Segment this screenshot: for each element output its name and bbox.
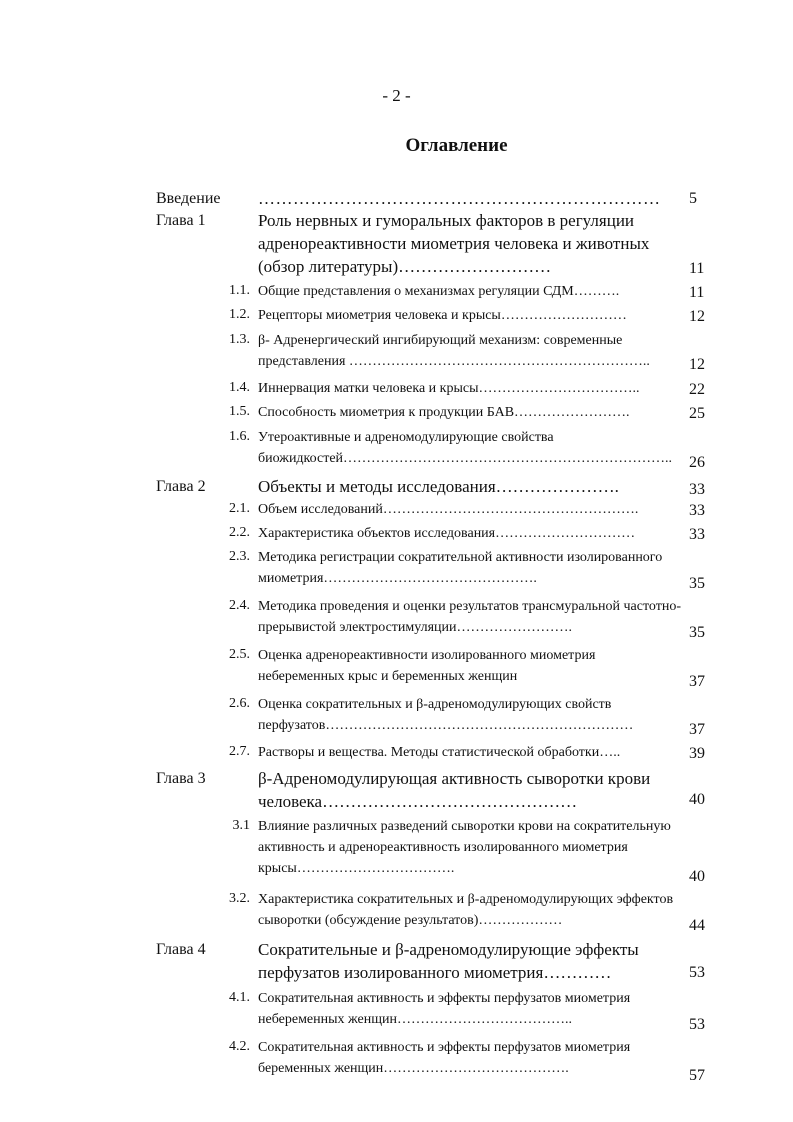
toc-entry-title: Сократительные и β-адреномодулирующие эффекты перфузатов изолированного миометрия………… [258, 940, 639, 982]
toc-entry-label: 1.6. [229, 429, 250, 444]
toc-entry-title: β-Адреномодулирующая активность сыворотки крови человека……………………………………… [258, 769, 651, 811]
toc-entry-page: 12 [689, 308, 705, 325]
toc-entry-page: 25 [689, 405, 705, 422]
toc-entry-label: 2.1. [229, 501, 250, 516]
toc-entry-page: 12 [689, 356, 705, 373]
toc-entry-label: 1.3. [229, 332, 250, 347]
toc-entry-title: β- Адренергический ингибирующий механизм: современные представления ……………………………………………………….. [258, 333, 650, 369]
toc-entry-page: 37 [689, 721, 705, 738]
toc-entry-label: 2.3. [229, 549, 250, 564]
toc-entry-section-1-4 [0, 378, 793, 399]
toc-entry-label: Глава 1 [156, 212, 206, 229]
toc-entry-page: 37 [689, 673, 705, 690]
toc-entry-title: Рецепторы миометрия человека и крысы……………………… [258, 308, 627, 323]
toc-entry-title: Сократительная активность и эффекты перфузатов миометрия беременных женщин…………………………………. [258, 1040, 631, 1076]
toc-entry-title: Характеристика объектов исследования………………………… [258, 526, 636, 541]
toc-entry-page: 33 [689, 502, 705, 519]
toc-entry-section-1-2 [0, 305, 793, 326]
toc-entry-title: Общие представления о механизмах регуляции СДМ………. [258, 284, 620, 299]
toc-entry-title: Роль нервных и гуморальных факторов в регуляции адренореактивности миометрия человека и животных (обзор литературы)……………………… [258, 211, 650, 276]
toc-entry-section-1-1 [0, 281, 793, 302]
toc-entry-title: Объекты и методы исследования…………………. [258, 477, 619, 496]
toc-entry-section-1-3 [0, 330, 793, 374]
toc-entry-chapter-3 [0, 767, 793, 813]
toc-entry-page: 53 [689, 1016, 705, 1033]
toc-entry-label: 3.2. [229, 891, 250, 906]
toc-entry-label: Глава 3 [156, 770, 206, 787]
toc-entry-title: Влияние различных разведений сыворотки крови на сократительную активность и адренореактивность изолированного миометрия крысы……………………………. [258, 819, 671, 876]
toc-entry-page: 11 [689, 260, 705, 277]
toc-entry-title: Способность миометрия к продукции БАВ……………………. [258, 405, 630, 420]
toc-entry-page: 57 [689, 1067, 705, 1084]
toc-entry-section-2-4 [0, 596, 793, 642]
toc-entry-introduction [0, 187, 793, 210]
toc-entry-title: Утероактивные и адреномодулирующие свойства биожидкостей…………………………………………………………….. [258, 430, 673, 466]
toc-entry-section-3-2 [0, 889, 793, 935]
toc-entry-section-2-1 [0, 499, 793, 520]
toc-entry-label: 3.1 [232, 818, 250, 833]
toc-entry-section-4-1 [0, 988, 793, 1034]
toc-entry-label: 4.1. [229, 990, 250, 1005]
toc-entry-label: 4.2. [229, 1039, 250, 1054]
toc-entry-label: 2.5. [229, 647, 250, 662]
toc-entry-page: 40 [689, 868, 705, 885]
toc-entry-section-1-5 [0, 402, 793, 423]
toc-entry-label: Глава 2 [156, 478, 206, 495]
toc-entry-label: 2.7. [229, 744, 250, 759]
toc-entry-label: Глава 4 [156, 941, 206, 958]
toc-entry-title: Оценка сократительных и β-адреномодулирующих свойств перфузатов………………………………………………………… [258, 697, 634, 733]
toc-entry-title: Методика регистрации сократительной активности изолированного миометрия………………………………………. [258, 550, 663, 586]
toc-entry-page: 40 [689, 791, 705, 808]
toc-entry-section-2-6 [0, 694, 793, 739]
toc-entry-page: 26 [689, 454, 705, 471]
toc-entry-title: Сократительная активность и эффекты перфузатов миометрия небеременных женщин……………………………….. [258, 991, 631, 1027]
toc-entry-page: 22 [689, 381, 705, 398]
page-number: - 2 - [382, 86, 411, 105]
toc-entry-section-2-7 [0, 742, 793, 763]
toc-entry-chapter-4 [0, 938, 793, 984]
toc-entry-page: 5 [689, 190, 697, 207]
toc-entry-title: Оценка адренореактивности изолированного миометрия небеременных крыс и беременных женщин [258, 648, 596, 684]
toc-entry-title: Иннервация матки человека и крысы…………………………….. [258, 381, 640, 396]
toc-entry-page: 39 [689, 745, 705, 762]
toc-entry-section-4-2 [0, 1037, 793, 1085]
toc-entry-page: 53 [689, 964, 705, 981]
toc-entry-section-2-2 [0, 523, 793, 544]
toc-entry-title: Растворы и вещества. Методы статистической обработки….. [258, 745, 621, 760]
toc-entry-page: 35 [689, 624, 705, 641]
toc-entry-page: 35 [689, 575, 705, 592]
toc-entry-page: 11 [689, 284, 705, 301]
toc-entry-label: 2.6. [229, 696, 250, 711]
toc-entry-label: 2.2. [229, 525, 250, 540]
toc-entry-page: 33 [689, 481, 705, 498]
toc-entry-title: …………………………………………………………… [258, 189, 661, 208]
toc-entry-label: 1.5. [229, 404, 250, 419]
toc-entry-section-2-3 [0, 547, 793, 593]
toc-entry-title: Объем исследований………………………………………………. [258, 502, 639, 517]
toc-entry-label: Введение [156, 190, 221, 207]
toc-entry-chapter-2 [0, 475, 793, 499]
page-title: Оглавление [405, 135, 508, 156]
toc-entry-section-1-6 [0, 427, 793, 472]
toc-entry-title: Характеристика сократительных и β-адреномодулирующих эффектов сыворотки (обсуждение результатов)……………… [258, 892, 674, 928]
toc-entry-page: 44 [689, 917, 705, 934]
toc-entry-label: 1.4. [229, 380, 250, 395]
toc-entry-chapter-1 [0, 209, 793, 278]
toc-entry-page: 33 [689, 526, 705, 543]
toc-entry-section-3-1 [0, 816, 793, 886]
toc-entry-label: 1.1. [229, 283, 250, 298]
toc-entry-label: 2.4. [229, 598, 250, 613]
toc-entry-label: 1.2. [229, 307, 250, 322]
toc-entry-title: Методика проведения и оценки результатов трансмуральной частотно-прерывистой электростимуляции……………………. [258, 599, 682, 635]
toc-entry-section-2-5 [0, 645, 793, 691]
